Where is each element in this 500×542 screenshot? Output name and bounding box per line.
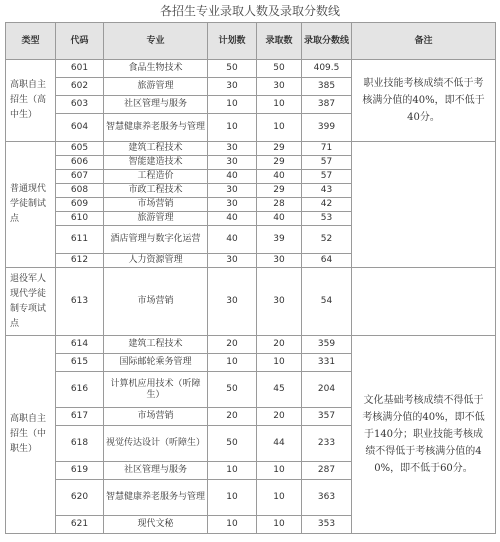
major-cell: 社区管理与服务 [104,96,208,114]
admitted-cell: 10 [257,114,302,142]
score-cell: 71 [302,142,352,156]
plan-cell: 20 [208,408,257,426]
major-cell: 市场营销 [104,408,208,426]
table-row [6,60,496,78]
admitted-cell: 50 [257,60,302,78]
major-cell: 工程造价 [104,170,208,184]
admitted-cell: 30 [257,78,302,96]
code-cell: 605 [56,142,104,156]
code-cell: 621 [56,516,104,534]
admitted-cell: 30 [257,268,302,336]
major-cell: 市政工程技术 [104,184,208,198]
admitted-cell: 28 [257,198,302,212]
admitted-cell: 10 [257,96,302,114]
score-cell: 43 [302,184,352,198]
col-header-code: 代码 [56,23,104,60]
major-cell: 市场营销 [104,268,208,336]
admitted-cell: 29 [257,142,302,156]
major-cell: 酒店管理与数字化运营 [104,226,208,254]
col-header-type: 类型 [6,23,56,60]
code-cell: 610 [56,212,104,226]
code-cell: 608 [56,184,104,198]
code-cell: 601 [56,60,104,78]
code-cell: 603 [56,96,104,114]
admitted-cell: 10 [257,354,302,372]
plan-cell: 20 [208,336,257,354]
score-cell: 287 [302,462,352,480]
score-cell: 353 [302,516,352,534]
table-row [6,142,496,156]
code-cell: 612 [56,254,104,268]
code-cell: 611 [56,226,104,254]
plan-cell: 10 [208,354,257,372]
group-type-cell: 高职自主招生（中职生） [6,336,56,534]
major-cell: 国际邮轮乘务管理 [104,354,208,372]
admitted-cell: 40 [257,212,302,226]
col-header-admitted: 录取数 [257,23,302,60]
header-row [6,23,496,60]
col-header-note: 备注 [352,23,496,60]
score-cell: 359 [302,336,352,354]
plan-cell: 10 [208,462,257,480]
admitted-cell: 29 [257,184,302,198]
score-cell: 204 [302,372,352,408]
admitted-cell: 29 [257,156,302,170]
major-cell: 建筑工程技术 [104,142,208,156]
code-cell: 613 [56,268,104,336]
major-cell: 食品生物技术 [104,60,208,78]
major-cell: 人力资源管理 [104,254,208,268]
admission-table [5,22,496,534]
major-cell: 社区管理与服务 [104,462,208,480]
score-cell: 53 [302,212,352,226]
major-cell: 市场营销 [104,198,208,212]
score-cell: 357 [302,408,352,426]
major-cell: 计算机应用技术（听障生） [104,372,208,408]
score-cell: 54 [302,268,352,336]
score-cell: 42 [302,198,352,212]
score-cell: 363 [302,480,352,516]
plan-cell: 50 [208,60,257,78]
admitted-cell: 40 [257,170,302,184]
code-cell: 609 [56,198,104,212]
col-header-major: 专业 [104,23,208,60]
admitted-cell: 20 [257,336,302,354]
code-cell: 619 [56,462,104,480]
plan-cell: 30 [208,254,257,268]
note-cell [352,142,496,268]
plan-cell: 30 [208,142,257,156]
score-cell: 385 [302,78,352,96]
admitted-cell: 20 [257,408,302,426]
score-cell: 57 [302,156,352,170]
code-cell: 606 [56,156,104,170]
table-row [6,336,496,354]
code-cell: 615 [56,354,104,372]
plan-cell: 40 [208,170,257,184]
col-header-plan: 计划数 [208,23,257,60]
plan-cell: 10 [208,516,257,534]
admitted-cell: 10 [257,462,302,480]
admitted-cell: 45 [257,372,302,408]
score-cell: 409.5 [302,60,352,78]
code-cell: 614 [56,336,104,354]
col-header-score: 录取分数线 [302,23,352,60]
group-type-cell: 普通现代学徒制试点 [6,142,56,268]
table-row [6,268,496,336]
score-cell: 64 [302,254,352,268]
score-cell: 331 [302,354,352,372]
major-cell: 智慧健康养老服务与管理 [104,480,208,516]
admitted-cell: 10 [257,516,302,534]
major-cell: 智慧健康养老服务与管理 [104,114,208,142]
plan-cell: 30 [208,184,257,198]
plan-cell: 50 [208,426,257,462]
group-type-cell: 高职自主招生（高中生） [6,60,56,142]
major-cell: 智能建造技术 [104,156,208,170]
score-cell: 57 [302,170,352,184]
plan-cell: 30 [208,198,257,212]
major-cell: 建筑工程技术 [104,336,208,354]
group-type-cell: 退役军人现代学徒制专项试点 [6,268,56,336]
code-cell: 604 [56,114,104,142]
plan-cell: 10 [208,480,257,516]
code-cell: 616 [56,372,104,408]
code-cell: 617 [56,408,104,426]
score-cell: 233 [302,426,352,462]
major-cell: 旅游管理 [104,212,208,226]
note-cell [352,268,496,336]
code-cell: 620 [56,480,104,516]
plan-cell: 30 [208,78,257,96]
plan-cell: 30 [208,156,257,170]
plan-cell: 40 [208,226,257,254]
note-cell: 文化基础考核成绩不得低于考核满分值的40%，即不低于140分；职业技能考核成绩不得低于考核满分值的40%，即不低于60分。 [352,336,496,534]
code-cell: 607 [56,170,104,184]
major-cell: 现代文秘 [104,516,208,534]
admitted-cell: 39 [257,226,302,254]
score-cell: 52 [302,226,352,254]
plan-cell: 30 [208,268,257,336]
admitted-cell: 44 [257,426,302,462]
code-cell: 602 [56,78,104,96]
admitted-cell: 30 [257,254,302,268]
score-cell: 399 [302,114,352,142]
note-cell: 职业技能考核成绩不低于考核满分值的40%，即不低于40分。 [352,60,496,142]
plan-cell: 50 [208,372,257,408]
plan-cell: 40 [208,212,257,226]
code-cell: 618 [56,426,104,462]
plan-cell: 10 [208,96,257,114]
major-cell: 视觉传达设计（听障生） [104,426,208,462]
page-title: 各招生专业录取人数及录取分数线 [159,4,340,18]
score-cell: 387 [302,96,352,114]
major-cell: 旅游管理 [104,78,208,96]
plan-cell: 10 [208,114,257,142]
admitted-cell: 10 [257,480,302,516]
